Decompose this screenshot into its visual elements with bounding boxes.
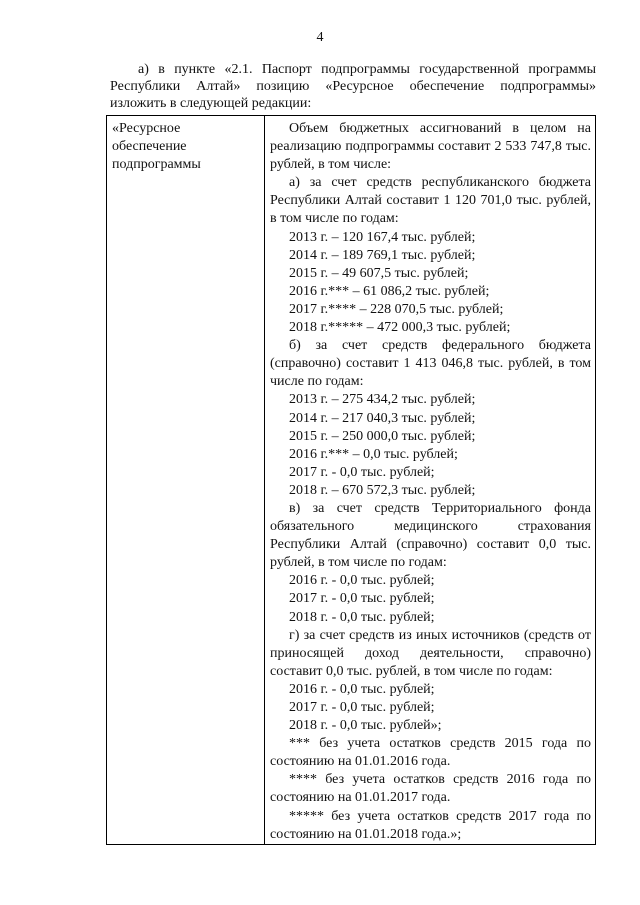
position-name-line: «Ресурсное	[112, 121, 181, 136]
federal-budget-text: б) за счет средств федерального бюджета (справочно) составит 1 413 046,8 тыс. рублей, в том числе по годам:	[270, 338, 591, 390]
year-line: 2016 г.*** – 0,0 тыс. рублей;	[289, 446, 458, 462]
republican-budget-text: а) за счет средств республиканского бюджета Республики Алтай составит 1 120 701,0 тыс. рублей, в том числе по годам:	[270, 175, 591, 227]
year-line: 2013 г. – 120 167,4 тыс. рублей;	[289, 229, 476, 245]
year-line: 2015 г. – 49 607,5 тыс. рублей;	[289, 265, 469, 281]
year-line: 2015 г. – 250 000,0 тыс. рублей;	[289, 428, 476, 444]
footnote: ***** без учета остатков средств 2017 года по состоянию на 01.01.2018 года.»;	[270, 808, 591, 842]
year-line: 2013 г. – 275 434,2 тыс. рублей;	[289, 392, 476, 408]
intro-line: Республики Алтай» позицию «Ресурсное обеспечение подпрограммы»	[110, 79, 596, 94]
intro-line: изложить в следующей редакции:	[110, 96, 312, 111]
year-line: 2018 г. – 670 572,3 тыс. рублей;	[289, 482, 476, 498]
total-funding-text: Объем бюджетных ассигнований в целом на реализацию подпрограммы составит 2 533 747,8 тыс. рублей, в том числе:	[270, 121, 591, 173]
year-line: 2016 г. - 0,0 тыс. рублей;	[289, 573, 435, 589]
year-line: 2018 г. - 0,0 тыс. рублей;	[289, 609, 435, 625]
position-name-line: подпрограммы	[112, 157, 201, 173]
position-name-cell	[107, 116, 265, 845]
table-row	[107, 116, 596, 845]
year-line: 2018 г.***** – 472 000,3 тыс. рублей;	[289, 320, 511, 336]
year-line: 2017 г. - 0,0 тыс. рублей;	[289, 591, 435, 607]
year-line: 2017 г.**** – 228 070,5 тыс. рублей;	[289, 301, 504, 317]
position-name-line: обеспечение	[112, 139, 187, 155]
intro-paragraph	[110, 61, 596, 112]
passport-table	[106, 115, 596, 845]
year-line: 2018 г. - 0,0 тыс. рублей»;	[289, 718, 442, 734]
year-line: 2014 г. – 217 040,3 тыс. рублей;	[289, 410, 476, 426]
year-line: 2014 г. – 189 769,1 тыс. рублей;	[289, 247, 476, 263]
footnote: *** без учета остатков средств 2015 года по состоянию на 01.01.2016 года.	[270, 736, 591, 770]
other-sources-text: г) за счет средств из иных источников (средств от приносящей доход деятельности, справочно) составит 0,0 тыс. рублей, в том числе по годам:	[270, 627, 591, 679]
year-line: 2017 г. - 0,0 тыс. рублей;	[289, 700, 435, 715]
insurance-fund-text: в) за счет средств Территориального фонда обязательного медицинского страхования Республики Алтай (справочно) составит 0,0 тыс. рублей, в том числе по годам:	[270, 500, 591, 571]
year-line: 2017 г. - 0,0 тыс. рублей;	[289, 464, 435, 480]
intro-line: а) в пункте «2.1. Паспорт подпрограммы государственной программы	[138, 62, 596, 77]
position-value-cell	[265, 116, 596, 845]
page-number: 4	[316, 30, 324, 45]
footnote: **** без учета остатков средств 2016 года по состоянию на 01.01.2017 года.	[270, 772, 591, 806]
year-line: 2016 г. - 0,0 тыс. рублей;	[289, 681, 435, 697]
year-line: 2016 г.*** – 61 086,2 тыс. рублей;	[289, 283, 490, 299]
